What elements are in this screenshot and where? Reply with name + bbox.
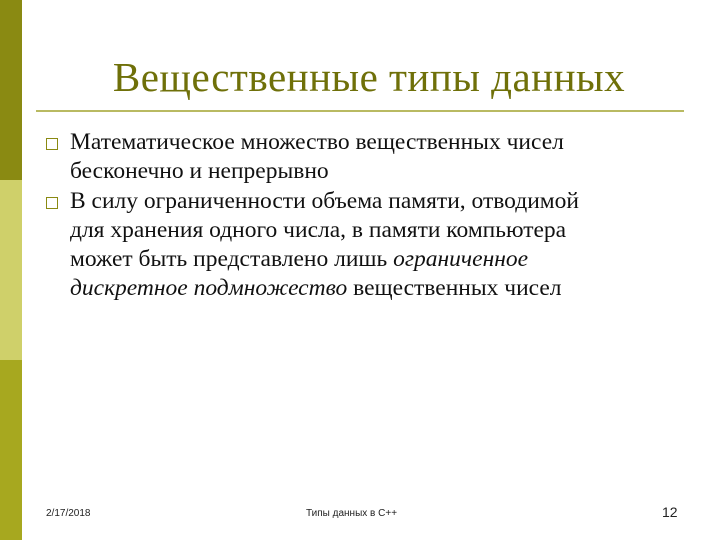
sidebar-block-light bbox=[0, 180, 22, 360]
decorative-sidebar bbox=[0, 0, 22, 540]
sidebar-block-medium bbox=[0, 360, 22, 540]
slide-title: Вещественные типы данных bbox=[112, 54, 626, 100]
text-segment: для хранения одного числа, в памяти компьютера bbox=[70, 217, 567, 243]
bullet-line bbox=[70, 187, 696, 216]
hollow-square-bullet-icon bbox=[46, 197, 58, 209]
footer-date: 2/17/2018 bbox=[46, 508, 91, 519]
bullet-item bbox=[46, 128, 696, 186]
text-segment: Математическое множество вещественных чисел bbox=[70, 129, 564, 155]
bullet-line bbox=[70, 274, 696, 303]
page-number: 12 bbox=[662, 504, 678, 520]
hollow-square-bullet-icon bbox=[46, 138, 58, 150]
sidebar-block-dark bbox=[0, 0, 22, 180]
bullet-line bbox=[70, 157, 696, 186]
italic-text-segment: дискретное подмножество bbox=[70, 275, 348, 301]
bullet-line bbox=[70, 128, 696, 157]
text-segment: вещественных чисел bbox=[347, 275, 562, 301]
text-segment: В силу ограниченности объема памяти, отводимой bbox=[70, 188, 579, 214]
bullet-item bbox=[46, 187, 696, 303]
title-divider bbox=[36, 110, 684, 112]
bullet-list bbox=[46, 128, 696, 304]
text-segment: бесконечно и непрерывно bbox=[70, 158, 329, 184]
bullet-line bbox=[70, 245, 696, 274]
footer-title: Типы данных в С++ bbox=[306, 508, 398, 519]
italic-text-segment: ограниченное bbox=[393, 246, 529, 272]
bullet-line bbox=[70, 216, 696, 245]
text-segment: может быть представлено лишь bbox=[70, 246, 394, 272]
